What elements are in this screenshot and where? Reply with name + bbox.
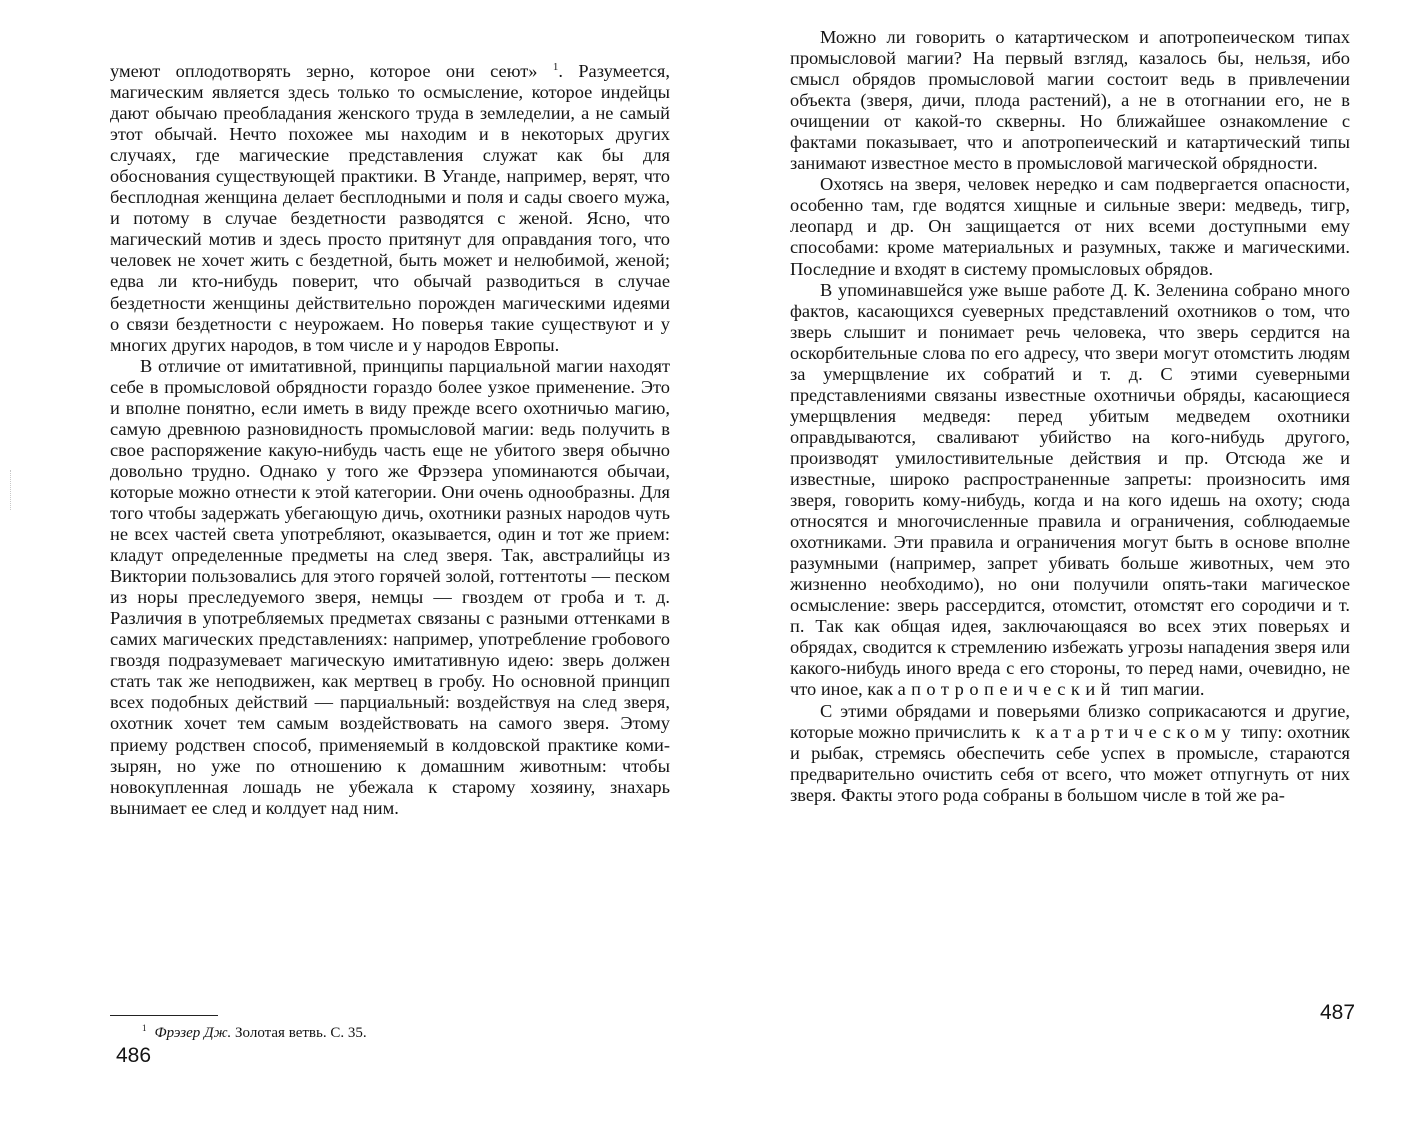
spaced-term: к катартическому bbox=[1011, 721, 1237, 742]
paragraph: В отличие от имитативной, принципы парциальной магии находят себе в промысловой обрядности гораздо более узкое применение. Это и вполне понятно, если иметь в виду прежде всего охотничью магию, самую древнюю разновидность промысловой магии: ведь получить в свое распоряжение какую-нибудь часть еще не убитого зверя обычно довольно трудно. Однако у того же Фрэзера упоминаются обычаи, которые можно отнести к этой категории. Они очень однообразны. Для того чтобы задержать убегающую дичь, охотники разных народов чуть не всех частей света употребляют, оказывается, один и тот же прием: кладут определенные предметы на след зверя. Так, австралийцы из Виктории пользовались для этого горячей золой, готтентоты — песком из норы преследуемого зверя, немцы — гвоздем от гроба и т. д. Различия в употребляемых предметах связаны с разными оттенками в самих магических представлениях: например, употребление гробового гвоздя подразумевает магическую имитативную идею: зверь должен стать так же неподвижен, как мертвец в гробу. Но основной принцип всех подобных действий — парциальный: воздействуя на след зверя, охотник хочет тем самым воздействовать на самого зверя. Этому приему родствен способ, применяемый в колдовской практике коми-зырян, но уже по отношению к домашним животным: чтобы новокупленная лошадь не убежала к старому хозяину, знахарь вынимает ее след и колдует над ним. bbox=[110, 355, 670, 818]
page-number: 486 bbox=[116, 1044, 152, 1067]
footnote bbox=[142, 1019, 367, 1042]
paragraph bbox=[790, 701, 1350, 806]
paragraph: Охотясь на зверя, человек нередко и сам подвергается опасности, особенно там, где водятся хищные и сильные звери: медведь, тигр, леопард и др. Он защищается от них всеми доступными ему способами: кроме материальных и разумных, также и магическими. Последние и входят в систему промысловых обрядов. bbox=[790, 174, 1350, 279]
footnote-source: Золотая ветвь. С. 35. bbox=[231, 1025, 367, 1041]
page-number: 487 bbox=[1320, 1001, 1356, 1024]
paragraph-text: типу: охотник и рыбак, стремясь обеспечить себе успех в промысле, стараются предварительно очистить себя от всего, что может отпугнуть от них зверя. Факты этого рода собраны в большом числе в той же ра- bbox=[790, 721, 1350, 805]
paragraph-text: умеют оплодотворять зерно, которое они сеют» bbox=[110, 61, 553, 81]
paragraph-text: . Разумеется, магическим является здесь только то осмысление, которое индейцы дают обычаю преобладания женского труда в земледелии, а не самый этот обычай. Нечто похожее мы находим и в некоторых других случаях, где магические представления служат как бы для обоснования существующей практики. В Уганде, например, верят, что бесплодная женщина делает бесплодными и поля и сады своего мужа, и потому в случае бездетности разводятся с женой. Ясно, что магический мотив и здесь просто притянут для оправдания того, что человек не хочет жить с бездетной, быть может и нелюбимой, женой; едва ли кто-нибудь поверит, что обычай разводиться в случае бездетности женщины действительно порожден магическими идеями о связи бездетности с неурожаем. Но поверья такие существуют и у многих других народов, в том числе и у народов Европы. bbox=[110, 61, 670, 355]
spaced-term: апотропеический bbox=[897, 679, 1117, 700]
footnote-divider bbox=[110, 1015, 218, 1016]
scan-margin-specks bbox=[10, 470, 13, 510]
footnote-author: Фрэзер Дж. bbox=[154, 1025, 232, 1041]
left-page-body bbox=[110, 61, 670, 819]
paragraph-text: С этими обрядами и поверьями близко соприкасаются и другие, которые можно причислить bbox=[790, 700, 1350, 742]
footnote-marker: 1 bbox=[142, 1023, 147, 1033]
paragraph bbox=[790, 280, 1350, 701]
paragraph-text: В упоминавшейся уже выше работе Д. К. Зеленина собрано много фактов, касающихся суеверных представлений охотников о том, что зверь слышит и понимает речь человека, что зверь сердится на оскорбительные слова по его адресу, что звери могут отомстить людям за умерщвление их собратий и т. д. С этими суеверными представлениями связаны известные охотничьи обряды, касающиеся умерщвления медведя: перед убитым медведем охотники оправдываются, сваливают убийство на кого-нибудь другого, производят умилостивительные действия и пр. Отсюда же и известные, широко распространенные запреты: произносить имя зверя, говорить кому-нибудь, когда и на кого идешь на охоту; сюда относятся и многочисленные правила и ограничения, соблюдаемые охотниками. Эти правила и ограничения могут быть в основе вполне разумными (например, запрет убивать больше животных, чем это жизненно необходимо), но они получили опять-таки магическое осмысление: зверь рассердится, отомстит, отомстят его сородичи и т. п. Так как общая идея, заключающаяся во всех этих поверьях и обрядах, сводится к стремлению избежать угрозы нападения зверя или какого-нибудь иного вреда с его стороны, то перед нами, очевидно, не что иное, как bbox=[790, 279, 1350, 700]
footnote-reference[interactable]: 1 bbox=[552, 60, 559, 73]
paragraph bbox=[110, 61, 670, 356]
paragraph: Можно ли говорить о катартическом и апотропеическом типах промысловой магии? На первый взгляд, казалось бы, нельзя, ибо смысл обрядов промысловой магии состоит ведь в привлечении объекта (зверя, дичи, плода растений), а не в отогнании его, не в очищении от какой-то скверны. Но ближайшее ознакомление с фактами показывает, что и апотропеический и катартический типы занимают известное место в промысловой магической обрядности. bbox=[790, 27, 1350, 174]
paragraph-text: тип магии. bbox=[1116, 679, 1205, 700]
right-page-body bbox=[790, 27, 1350, 806]
